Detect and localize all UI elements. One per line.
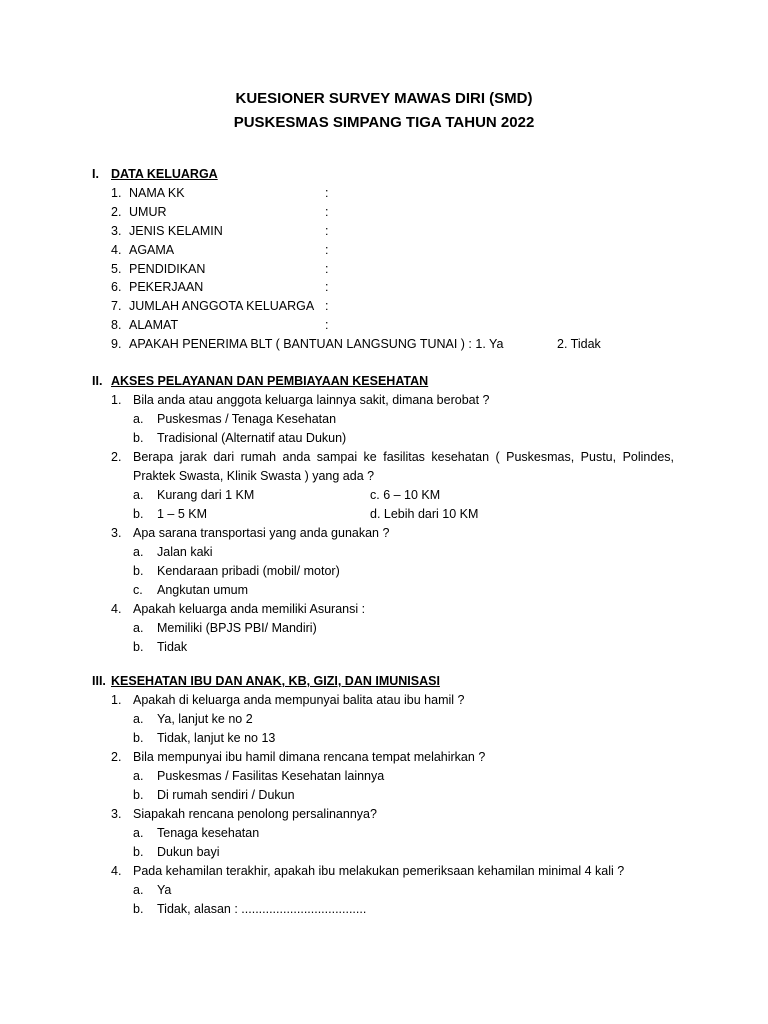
answer-option — [92, 543, 692, 562]
option-letter: a. — [133, 883, 144, 897]
section-title: AKSES PELAYANAN DAN PEMBIAYAAN KESEHATAN — [111, 374, 429, 388]
question-text: Apa sarana transportasi yang anda gunakan ? — [133, 526, 390, 540]
answer-option — [92, 786, 692, 805]
option-text: Kurang dari 1 KM — [157, 488, 255, 502]
question-number: 1. — [111, 393, 122, 407]
question — [92, 862, 692, 881]
blt-option-tidak: 2. Tidak — [557, 337, 601, 352]
answer-option — [92, 881, 692, 900]
option-letter: b. — [133, 507, 144, 521]
field-agama — [92, 241, 692, 260]
field-colon: : — [325, 186, 329, 200]
question-text: Berapa jarak dari rumah anda sampai ke fasilitas kesehatan ( Puskesmas, Pustu, Polindes, Praktek Swasta, Klinik Swasta ) yang ada ? — [133, 450, 674, 483]
field-number: 6. — [111, 280, 122, 295]
answer-option — [92, 581, 692, 600]
question-number: 2. — [111, 450, 122, 464]
question — [92, 748, 692, 767]
field-number: 4. — [111, 242, 122, 257]
question — [92, 524, 692, 543]
field-colon: : — [325, 261, 329, 276]
option-letter: b. — [133, 640, 144, 654]
question-number: 4. — [111, 602, 122, 616]
answer-option — [92, 729, 692, 748]
option-letter: b. — [133, 431, 144, 445]
answer-option — [92, 410, 692, 429]
answer-option — [92, 824, 692, 843]
field-jumlah-anggota — [92, 297, 692, 316]
field-label: PEKERJAAN — [129, 280, 204, 295]
field-number: 3. — [111, 223, 122, 238]
option-text: Tenaga kesehatan — [157, 826, 260, 840]
section-number: III. — [92, 674, 106, 688]
field-colon: : — [325, 242, 329, 257]
option-letter: b. — [133, 731, 144, 745]
option-text: Puskesmas / Fasilitas Kesehatan lainnya — [157, 769, 385, 783]
field-label: UMUR — [129, 204, 167, 219]
option-letter: a. — [133, 712, 144, 726]
question — [92, 805, 692, 824]
field-alamat — [92, 316, 692, 335]
option-letter: b. — [133, 845, 144, 859]
section-heading — [92, 372, 692, 391]
field-number: 9. — [111, 337, 122, 352]
option-letter: a. — [133, 769, 144, 783]
option-text: Ya, lanjut ke no 2 — [157, 712, 253, 726]
field-jenis-kelamin — [92, 222, 692, 241]
answer-option — [92, 619, 692, 638]
answer-option — [92, 638, 692, 657]
section-heading — [92, 672, 692, 691]
field-label: AGAMA — [129, 242, 175, 257]
answer-option — [92, 710, 692, 729]
answer-option — [92, 767, 692, 786]
question-text: Bila anda atau anggota keluarga lainnya sakit, dimana berobat ? — [133, 393, 490, 407]
option-text: Dukun bayi — [157, 845, 220, 859]
option-text: Memiliki (BPJS PBI/ Mandiri) — [157, 621, 317, 635]
field-number: 5. — [111, 261, 122, 276]
question-number: 1. — [111, 693, 122, 707]
answer-option — [92, 900, 692, 919]
question-number: 2. — [111, 750, 122, 764]
option-letter: a. — [133, 545, 144, 559]
field-label: NAMA KK — [129, 186, 185, 200]
answer-option-row — [92, 505, 692, 524]
blt-question: APAKAH PENERIMA BLT ( BANTUAN LANGSUNG TUNAI ) : 1. Ya — [129, 337, 504, 352]
section-akses-pelayanan — [92, 372, 692, 657]
answer-option — [92, 843, 692, 862]
option-text: Jalan kaki — [157, 545, 213, 559]
section-number: I. — [92, 167, 99, 181]
question-text: Apakah di keluarga anda mempunyai balita atau ibu hamil ? — [133, 693, 465, 707]
section-data-keluarga — [92, 165, 692, 354]
field-number: 7. — [111, 299, 122, 314]
option-text: Puskesmas / Tenaga Kesehatan — [157, 412, 337, 426]
field-pendidikan — [92, 260, 692, 279]
field-colon: : — [325, 223, 329, 238]
field-colon: : — [325, 280, 329, 295]
field-colon: : — [325, 318, 329, 333]
option-text: Tidak, alasan : .................................... — [157, 902, 367, 916]
field-label: JENIS KELAMIN — [129, 223, 223, 238]
document-title: KUESIONER SURVEY MAWAS DIRI (SMD) — [235, 90, 533, 107]
field-label: ALAMAT — [129, 318, 179, 333]
field-colon: : — [325, 299, 329, 314]
option-letter: b. — [133, 902, 144, 916]
section-heading — [92, 165, 692, 184]
option-text: Tidak — [157, 640, 188, 654]
question-text: Pada kehamilan terakhir, apakah ibu melakukan pemeriksaan kehamilan minimal 4 kali ? — [133, 864, 625, 878]
question-text: Bila mempunyai ibu hamil dimana rencana tempat melahirkan ? — [133, 750, 486, 764]
option-letter: b. — [133, 788, 144, 802]
field-number: 1. — [111, 186, 122, 200]
section-title: DATA KELUARGA — [111, 167, 218, 181]
question — [92, 391, 692, 410]
field-penerima-blt — [92, 335, 692, 354]
answer-option — [92, 562, 692, 581]
section-number: II. — [92, 374, 103, 388]
option-text: Ya — [157, 883, 172, 897]
section-kesehatan-ibu-anak — [92, 672, 692, 919]
answer-option-row — [92, 486, 692, 505]
option-letter: a. — [133, 621, 144, 635]
option-text-right: d. Lebih dari 10 KM — [370, 507, 479, 521]
question — [92, 448, 692, 486]
option-text: Kendaraan pribadi (mobil/ motor) — [157, 564, 340, 578]
document-subtitle: PUSKESMAS SIMPANG TIGA TAHUN 2022 — [233, 114, 535, 131]
field-umur — [92, 203, 692, 222]
option-letter: b. — [133, 564, 144, 578]
option-text: Tidak, lanjut ke no 13 — [157, 731, 276, 745]
field-pekerjaan — [92, 278, 692, 297]
field-colon: : — [325, 204, 329, 219]
field-label: JUMLAH ANGGOTA KELUARGA — [129, 299, 315, 314]
section-title: KESEHATAN IBU DAN ANAK, KB, GIZI, DAN IMUNISASI — [111, 674, 440, 688]
question-text: Apakah keluarga anda memiliki Asuransi : — [133, 602, 366, 616]
field-number: 2. — [111, 204, 122, 219]
option-letter: a. — [133, 412, 144, 426]
field-label: PENDIDIKAN — [129, 261, 206, 276]
question — [92, 600, 692, 619]
option-letter: a. — [133, 488, 144, 502]
option-letter: c. — [133, 583, 143, 597]
question-number: 4. — [111, 864, 122, 878]
option-text: Tradisional (Alternatif atau Dukun) — [157, 431, 347, 445]
answer-option — [92, 429, 692, 448]
question-number: 3. — [111, 807, 122, 821]
question-number: 3. — [111, 526, 122, 540]
option-text: Di rumah sendiri / Dukun — [157, 788, 295, 802]
option-text: 1 – 5 KM — [157, 507, 208, 521]
field-number: 8. — [111, 318, 122, 333]
option-text: Angkutan umum — [157, 583, 249, 597]
question — [92, 691, 692, 710]
field-nama-kk — [92, 184, 692, 203]
option-letter: a. — [133, 826, 144, 840]
question-text: Siapakah rencana penolong persalinannya? — [133, 807, 377, 821]
option-text-right: c. 6 – 10 KM — [370, 488, 441, 502]
